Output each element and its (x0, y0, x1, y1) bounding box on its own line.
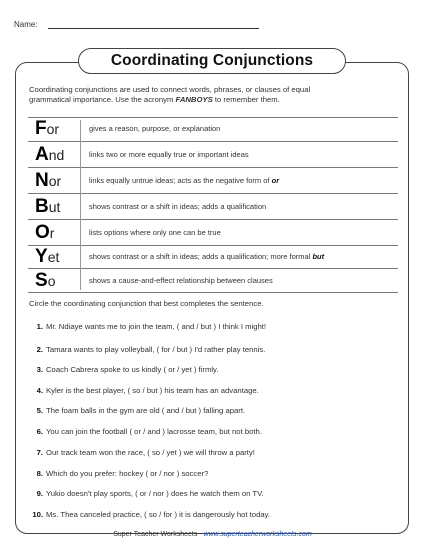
question-text: Our track team won the race, ( so / yet ) we will throw a party! (46, 448, 255, 457)
conjunction-rest: r (49, 225, 55, 241)
conjunction-rest: o (47, 273, 56, 289)
conjunction-initial: F (35, 118, 47, 139)
table-divider (28, 141, 398, 142)
question-number: 5. (36, 406, 43, 415)
conjunction-initial: B (35, 196, 49, 217)
conjunction-rest: or (46, 121, 60, 137)
conjunction-word-but (35, 196, 60, 218)
question-item[interactable] (31, 509, 270, 521)
conjunction-initial: A (35, 144, 49, 165)
conjunction-initial: S (35, 270, 48, 291)
definition-emphasis: or (271, 176, 280, 185)
table-divider (28, 292, 398, 293)
instructions: Circle the coordinating conjunction that best completes the sentence. (29, 299, 264, 308)
conjunction-definition: gives a reason, purpose, or explanation (89, 124, 221, 133)
conjunction-definition (89, 170, 279, 192)
conjunction-initial: N (35, 170, 49, 191)
conjunction-rest: et (47, 249, 60, 265)
question-item[interactable] (31, 468, 208, 480)
definition-emphasis: but (312, 252, 325, 261)
conjunction-initial: O (35, 222, 50, 243)
question-number: 2. (36, 345, 43, 354)
question-number: 1. (36, 322, 43, 331)
conjunction-word-yet (35, 246, 59, 268)
footer-brand: Super Teacher Worksheets (113, 531, 198, 538)
question-number: 3. (36, 365, 43, 374)
acronym: FANBOYS (175, 95, 213, 104)
question-text: Coach Cabrera spoke to us kindly ( or / yet ) firmly. (46, 365, 219, 374)
table-divider (28, 219, 398, 220)
question-item[interactable] (31, 488, 264, 500)
question-item[interactable] (31, 405, 245, 417)
definition-text: shows contrast or a shift in ideas; adds a qualification; more formal (89, 252, 313, 261)
name-label: Name: (14, 20, 38, 29)
table-column-divider (80, 120, 81, 290)
intro-paragraph (29, 85, 397, 105)
conjunction-definition: shows a cause-and-effect relationship between clauses (89, 276, 273, 285)
definition-text: links equally untrue ideas; acts as the negative form of (89, 176, 272, 185)
question-item[interactable] (31, 344, 265, 356)
conjunction-word-nor (35, 170, 61, 192)
name-field[interactable] (48, 28, 259, 29)
conjunction-rest: or (48, 173, 62, 189)
question-text: Mr. Ndiaye wants me to join the team, ( and / but ) I think I might! (46, 322, 267, 331)
footer-separator: - (197, 531, 204, 538)
conjunction-definition: links two or more equally true or important ideas (89, 150, 249, 159)
conjunction-rest: nd (48, 147, 65, 163)
intro-line-2 (29, 95, 397, 105)
question-text: Ms. Thea canceled practice, ( so / for ) it is dangerously hot today. (46, 510, 271, 519)
question-number: 7. (36, 448, 43, 457)
conjunction-definition: shows contrast or a shift in ideas; adds a qualification (89, 202, 267, 211)
footer-url[interactable]: www.superteacherworksheets.com (203, 531, 312, 538)
question-item[interactable] (31, 321, 266, 333)
conjunction-word-for (35, 118, 59, 140)
table-divider (28, 167, 398, 168)
conjunction-word-or (35, 222, 54, 244)
conjunction-rest: ut (48, 199, 61, 215)
question-text: Kyler is the best player, ( so / but ) his team has an advantage. (46, 386, 259, 395)
footer (0, 531, 425, 538)
conjunction-word-and (35, 144, 64, 166)
question-number: 4. (36, 386, 43, 395)
table-divider (28, 193, 398, 194)
conjunction-initial: Y (35, 246, 48, 267)
question-number: 6. (36, 427, 43, 436)
question-text: Yukio doesn't play sports, ( or / nor ) does he watch them on TV. (46, 489, 264, 498)
question-number: 8. (36, 469, 43, 478)
question-item[interactable] (31, 364, 218, 376)
question-item[interactable] (31, 447, 255, 459)
page-title: Coordinating Conjunctions (78, 48, 346, 74)
intro-line-2-start: grammatical importance. Use the acronym (29, 95, 176, 104)
intro-line-2-end: to remember them. (212, 95, 280, 104)
question-text: Which do you prefer: hockey ( or / nor ) soccer? (46, 469, 209, 478)
question-item[interactable] (31, 426, 262, 438)
question-number: 9. (36, 489, 43, 498)
question-text: The foam balls in the gym are old ( and / but ) falling apart. (46, 406, 246, 415)
table-divider (28, 268, 398, 269)
conjunction-definition: lists options where only one can be true (89, 228, 221, 237)
question-text: Tamara wants to play volleyball, ( for / but ) I'd rather play tennis. (46, 345, 266, 354)
question-item[interactable] (31, 385, 259, 397)
intro-line-1: Coordinating conjunctions are used to connect words, phrases, or clauses of equal (29, 85, 311, 94)
question-number: 10. (32, 510, 43, 519)
question-text: You can join the football ( or / and ) lacrosse team, but not both. (46, 427, 262, 436)
conjunction-definition (89, 246, 324, 268)
conjunction-word-so (35, 270, 55, 292)
